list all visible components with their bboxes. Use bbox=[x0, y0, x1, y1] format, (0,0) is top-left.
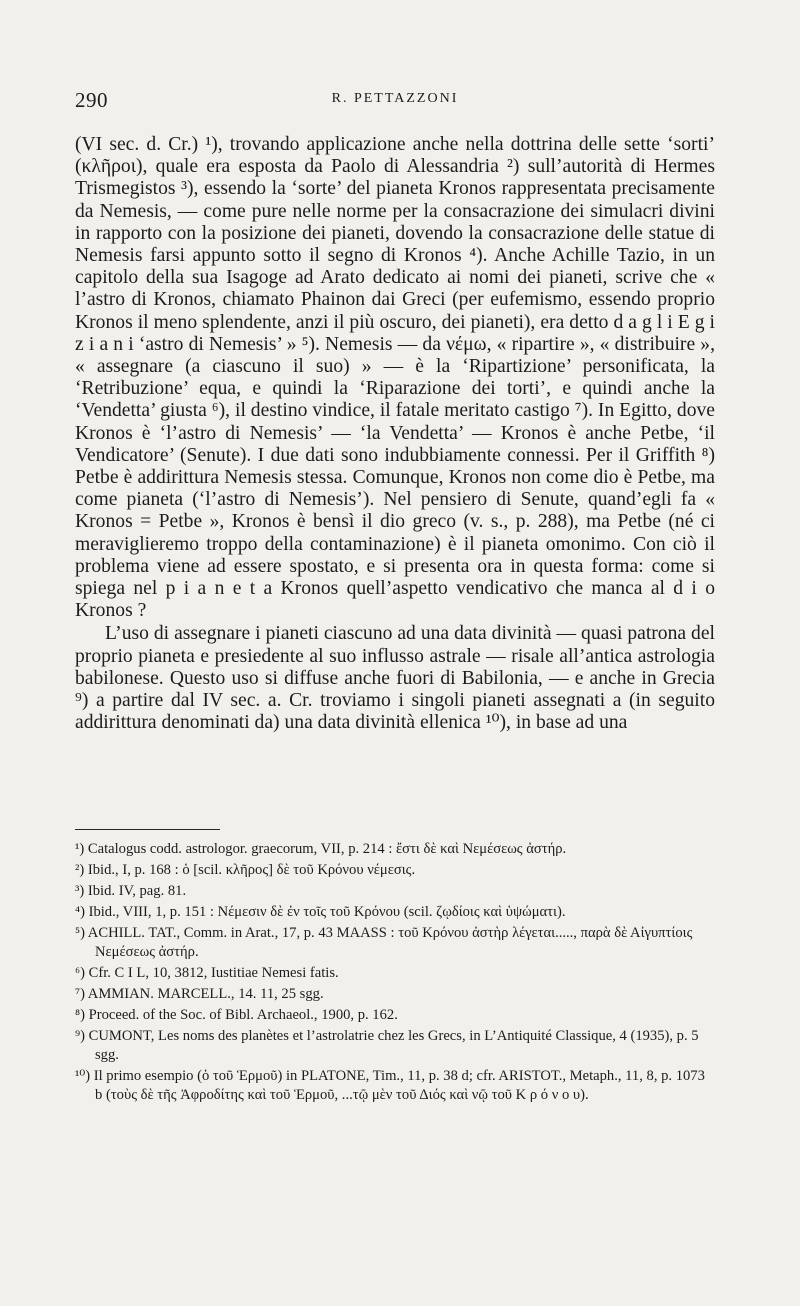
page-header bbox=[75, 88, 715, 114]
footnote: ²) Ibid., I, p. 168 : ὁ [scil. κλῆρος] δὲ τοῦ Κρόνου νέμεσις. bbox=[75, 862, 416, 878]
footnote: ⁵) ACHILL. TAT., Comm. in Arat., 17, p. 43 MAASS : τοῦ Κρόνου ἀστὴρ λέγεται....., παρὰ δὲ Αἰγυπτίοις Νεμέσεως ἀστήρ. bbox=[75, 925, 693, 960]
page-number: 290 bbox=[75, 88, 108, 112]
footnote: ⁷) AMMIAN. MARCELL., 14. 11, 25 sgg. bbox=[75, 986, 324, 1002]
paragraph: L’uso di assegnare i pianeti ciascuno ad una data divinità — quasi patrona del proprio pianeta e presiedente al suo influsso astrale — risale all’antica astrologia babilonese. Questo uso si diffuse anche fuori di Babilonia, — e anche in Grecia ⁹) a partire dal IV sec. a. Cr. troviamo i singoli pianeti assegnati a (in seguito addirittura denominati da) una data divinità ellenica ¹⁰), in base ad una bbox=[75, 623, 715, 734]
body-text bbox=[75, 134, 715, 734]
footnote: ⁶) Cfr. C I L, 10, 3812, Iustitiae Nemesi fatis. bbox=[75, 965, 339, 981]
footnote-rule bbox=[75, 829, 220, 830]
footnote: ¹) Catalogus codd. astrologor. graecorum, VII, p. 214 : ἔστι δὲ καὶ Νεμέσεως ἀστήρ. bbox=[75, 841, 567, 857]
running-head: R. PETTAZZONI bbox=[331, 91, 459, 106]
footnote: ⁸) Proceed. of the Soc. of Bibl. Archaeol., 1900, p. 162. bbox=[75, 1007, 398, 1023]
footnote: ⁴) Ibid., VIII, 1, p. 151 : Νέμεσιν δὲ ἐν τοῖς τοῦ Κρόνου (scil. ζῳδίοις καὶ ὑψώματι). bbox=[75, 904, 566, 920]
footnote: ³) Ibid. IV, pag. 81. bbox=[75, 883, 187, 899]
footnotes bbox=[75, 840, 715, 1107]
footnote: ⁹) CUMONT, Les noms des planètes et l’astrolatrie chez les Grecs, in L’Antiquité Classique, 4 (1935), p. 5 sgg. bbox=[75, 1028, 699, 1063]
paragraph: (VI sec. d. Cr.) ¹), trovando applicazione anche nella dottrina delle sette ‘sorti’ (κλῆροι), quale era esposta da Paolo di Alessandria ²) sull’autorità di Hermes Trismegistos ³), essendo la ‘sorte’ del pianeta Kronos rappresentata precisamente da Nemesis, — come pure nelle norme per la consacrazione dei simulacri divini in rapporto con la posizione dei pianeti, dovendo la consacrazione delle statue di Nemesis farsi appunto sotto il segno di Kronos ⁴). Anche Achille Tazio, in un capitolo della sua Isagoge ad Arato dedicato ai nomi dei pianeti, scrive che « l’astro di Kronos, chiamato Phainon dai Greci (per eufemismo, essendo proprio Kronos il meno splendente, anzi il più oscuro, dei pianeti), era detto d a g l i E g i z i a n i ‘astro di Nemesis’ » ⁵). Nemesis — da νέμω, « ripartire », « distribuire », « assegnare (a ciascuno il suo) » — è la ‘Ripartizione’ personificata, la ‘Retribuzione’ equa, e quindi la ‘Riparazione dei torti’, e quindi anche la ‘Vendetta’ giusta ⁶), il destino vindice, il fatale meritato castigo ⁷). In Egitto, dove Kronos è ‘l’astro di Nemesis’ — ‘la Vendetta’ — Kronos è anche Petbe, ‘il Vendicatore’ (Senute). I due dati sono indubbiamente connessi. Per il Griffith ⁸) Petbe è addirittura Nemesis stessa. Comunque, Kronos non come dio è Petbe, ma come pianeta (‘l’astro di Nemesis’). Nel pensiero di Senute, quand’egli fa « Kronos = Petbe », Kronos è bensì il dio greco (v. s., p. 288), ma Petbe (né ci meraviglieremo troppo della contaminazione) è il pianeta omonimo. Con ciò il problema viene ad essere spostato, e si presenta ora in questa forma: come si spiega nel p i a n e t a Kronos quell’aspetto vendicativo che manca al d i o Kronos ? bbox=[75, 134, 715, 622]
footnote: ¹⁰) Il primo esempio (ὁ τοῦ Ἑρμοῦ) in PLATONE, Tim., 11, p. 38 d; cfr. ARISTOT., Metaph., 11, 8, p. 1073 b (τοὺς δὲ τῆς Ἀφροδίτης καὶ τοῦ Ἑρμοῦ, ...τῷ μὲν τοῦ Διός καὶ νῷ τοῦ Κ ρ ό ν ο υ). bbox=[75, 1068, 705, 1103]
